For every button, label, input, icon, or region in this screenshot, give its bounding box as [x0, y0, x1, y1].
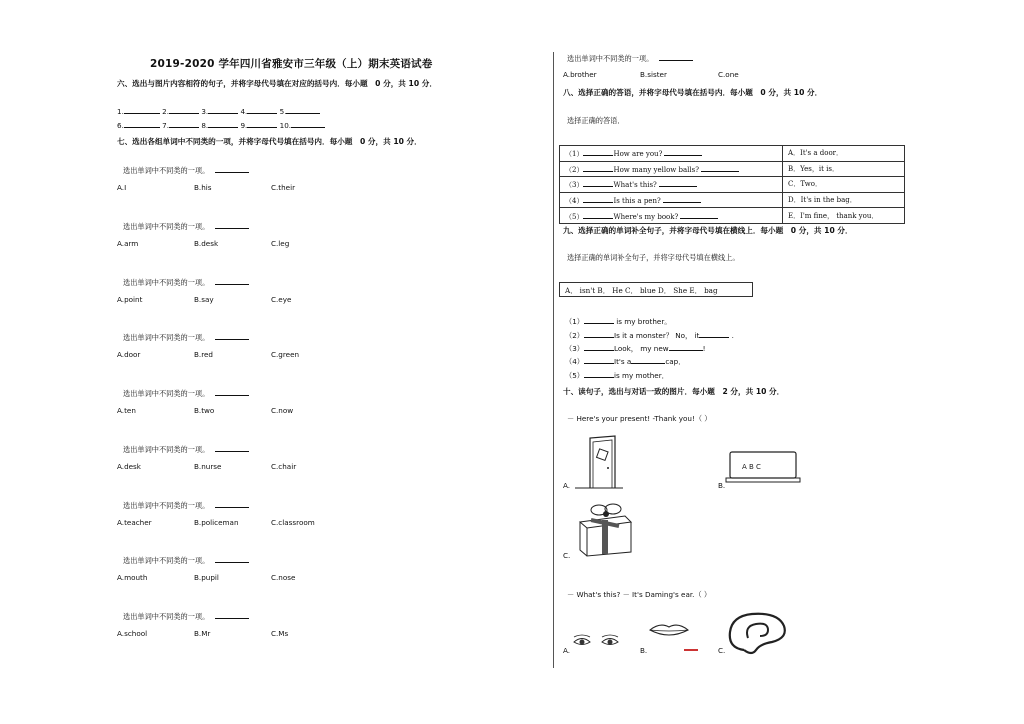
answer-blank[interactable] — [169, 119, 199, 128]
option-a: A.desk — [117, 462, 141, 471]
question-2-dialogue: － What's this? － It's Daming's ear.（ ） — [567, 590, 712, 599]
answer-label: 6. — [117, 121, 124, 130]
question-prompt: 选出单词中不同类的一项。 — [123, 499, 249, 511]
option-b: B.red — [194, 350, 213, 359]
option-c: C.now — [271, 406, 294, 415]
option-c: C.leg — [271, 239, 290, 248]
option-b: B.nurse — [194, 462, 222, 471]
answer-blank[interactable] — [680, 210, 718, 219]
fill-line-3: （3） Look， my new ! — [565, 344, 706, 353]
option-a: A.teacher — [117, 518, 152, 527]
question-prompt: 选出单词中不同类的一项。 — [123, 164, 249, 176]
option-c-label: C. — [563, 551, 571, 560]
answer-label: 1. — [117, 107, 124, 116]
answer-blank[interactable] — [659, 52, 693, 61]
answer-blank[interactable] — [247, 119, 277, 128]
answer-blank[interactable] — [215, 499, 249, 508]
option-a: A.school — [117, 629, 148, 638]
option-a: A.point — [117, 295, 143, 304]
question-prompt: 选出单词中不同类的一项。 — [123, 331, 249, 343]
option-b: B.policeman — [194, 518, 239, 527]
option-a: A.door — [117, 350, 141, 359]
mouth-picture[interactable] — [648, 620, 690, 640]
answer-option: A．It's a door． — [783, 146, 905, 162]
answer-blank[interactable] — [169, 105, 199, 114]
option-b-label: B. — [718, 481, 726, 490]
option-c: C.nose — [271, 573, 296, 582]
answer-blank[interactable] — [208, 119, 238, 128]
red-mark — [684, 649, 698, 651]
option-c: C.Ms — [271, 629, 289, 638]
table-row: （5） Where's my book? E．I'm fine， thank you． — [560, 208, 905, 224]
ear-picture[interactable] — [726, 610, 788, 656]
page-title: 2019-2020 学年四川省雅安市三年级（上）期末英语试卷 — [150, 58, 433, 70]
answer-label: 5. — [279, 107, 287, 116]
question-prompt: 选出单词中不同类的一项。 — [123, 220, 249, 232]
answer-blank[interactable] — [669, 342, 703, 351]
option-c: C.their — [271, 183, 296, 192]
option-a: A.brother — [563, 70, 597, 79]
table-row: （4） Is this a pen? D．It's in the bag． — [560, 192, 905, 208]
answer-blank[interactable] — [215, 164, 249, 173]
answer-label: 3. — [201, 107, 209, 116]
option-b: B.say — [194, 295, 214, 304]
answer-label: 10. — [279, 121, 292, 130]
option-a: A.I — [117, 183, 127, 192]
answer-blank[interactable] — [215, 610, 249, 619]
section-8-heading: 八、选择正确的答语，并将字母代号填在括号内．每小题 0 分，共 10 分． — [563, 88, 823, 97]
answer-blank[interactable] — [584, 369, 614, 378]
answer-blank[interactable] — [663, 194, 701, 203]
answer-blank[interactable] — [583, 194, 613, 203]
answer-blank[interactable] — [215, 554, 249, 563]
answer-label: 9. — [240, 121, 248, 130]
option-b-label: B. — [640, 646, 648, 655]
answer-blank[interactable] — [291, 119, 325, 128]
answer-blank[interactable] — [124, 119, 160, 128]
answer-label: 7. — [162, 121, 170, 130]
question-prompt: 选出单词中不同类的一项。 — [567, 52, 693, 64]
gift-box-picture[interactable] — [575, 500, 635, 558]
option-c: C.classroom — [271, 518, 315, 527]
answer-blank[interactable] — [215, 220, 249, 229]
eyes-picture[interactable] — [572, 634, 622, 650]
section-6-row-2 — [117, 119, 325, 130]
answer-blank[interactable] — [584, 355, 614, 364]
table-row: （2） How many yellow balls? B．Yes，it is． — [560, 161, 905, 177]
blackboard-picture[interactable] — [724, 450, 802, 486]
section-7-heading: 七、选出各组单词中不同类的一项，并将字母代号填在括号内．每小题 0 分，共 10 分． — [117, 137, 422, 146]
option-c: C.one — [718, 70, 739, 79]
answer-blank[interactable] — [286, 105, 320, 114]
option-a-label: A. — [563, 481, 571, 490]
option-a-label: A. — [563, 646, 571, 655]
fill-line-4: （4） It's a cap． — [565, 357, 686, 366]
question-prompt: 选出单词中不同类的一项。 — [123, 387, 249, 399]
option-b: B.his — [194, 183, 212, 192]
option-b: B.sister — [640, 70, 667, 79]
answer-option: E．I'm fine， thank you． — [783, 208, 905, 224]
table-row: （1） How are you? A．It's a door． — [560, 146, 905, 162]
question-prompt: 选出单词中不同类的一项。 — [123, 610, 249, 622]
question-1-dialogue: － Here's your present! -Thank you!（ ） — [567, 414, 712, 423]
option-c-label: C. — [718, 646, 726, 655]
answer-blank[interactable] — [215, 331, 249, 340]
section-8-instruction: 选择正确的答语． — [567, 116, 625, 125]
option-a: A.arm — [117, 239, 139, 248]
fill-line-5: （5） is my mother． — [565, 371, 669, 380]
option-b: B.pupil — [194, 573, 219, 582]
door-picture[interactable] — [575, 434, 625, 490]
answer-label: 8. — [201, 121, 209, 130]
answer-blank[interactable] — [215, 443, 249, 452]
answer-blank[interactable] — [215, 387, 249, 396]
section-9-heading: 九、选择正确的单词补全句子，并将字母代号填在横线上．每小题 0 分，共 10 分． — [563, 226, 853, 235]
question-prompt: 选出单词中不同类的一项。 — [123, 554, 249, 566]
option-a: A.ten — [117, 406, 136, 415]
answer-blank[interactable] — [583, 210, 613, 219]
option-b: B.desk — [194, 239, 219, 248]
option-c: C.chair — [271, 462, 297, 471]
answer-option: C．Two． — [783, 177, 905, 193]
option-b: B.two — [194, 406, 215, 415]
question-prompt: 选出单词中不同类的一项。 — [123, 276, 249, 288]
option-a: A.mouth — [117, 573, 148, 582]
answer-blank[interactable] — [584, 329, 614, 338]
answer-match-table — [559, 145, 905, 224]
answer-option: B．Yes，it is． — [783, 161, 905, 177]
section-6-row-1 — [117, 105, 320, 116]
answer-blank[interactable] — [215, 276, 249, 285]
answer-blank[interactable] — [583, 163, 613, 172]
section-6-heading: 六、选出与图片内容相符的句子，并将字母代号填在对应的括号内．每小题 0 分，共 10 分． — [117, 79, 437, 88]
answer-blank[interactable] — [664, 147, 702, 156]
answer-blank[interactable] — [208, 105, 238, 114]
answer-label: 4. — [240, 107, 248, 116]
answer-blank[interactable] — [701, 163, 739, 172]
option-c: C.green — [271, 350, 300, 359]
answer-blank[interactable] — [583, 147, 613, 156]
answer-blank[interactable] — [584, 342, 614, 351]
table-row: （3） What's this? C．Two． — [560, 177, 905, 193]
fill-line-1: （1） is my brother。 — [565, 317, 672, 326]
fill-line-2: （2） Is it a monster？ No， it . — [565, 331, 734, 340]
answer-blank[interactable] — [659, 178, 697, 187]
answer-blank[interactable] — [584, 315, 614, 324]
answer-blank[interactable] — [631, 355, 665, 364]
option-b: B.Mr — [194, 629, 211, 638]
option-c: C.eye — [271, 295, 292, 304]
word-bank-box: A． isn't B． He C． blue D． She E． bag — [559, 282, 753, 297]
answer-blank[interactable] — [247, 105, 277, 114]
answer-blank[interactable] — [583, 178, 613, 187]
section-9-instruction: 选择正确的单词补全句子，并将字母代号填在横线上。 — [567, 253, 740, 262]
answer-option: D．It's in the bag． — [783, 192, 905, 208]
column-divider — [553, 52, 554, 668]
answer-blank[interactable] — [124, 105, 160, 114]
section-10-heading: 十、读句子，选出与对话一致的图片．每小题 2 分，共 10 分． — [563, 387, 785, 396]
board-letters: A B C — [742, 463, 761, 471]
answer-label: 2. — [162, 107, 170, 116]
answer-blank[interactable] — [699, 329, 729, 338]
question-prompt: 选出单词中不同类的一项。 — [123, 443, 249, 455]
